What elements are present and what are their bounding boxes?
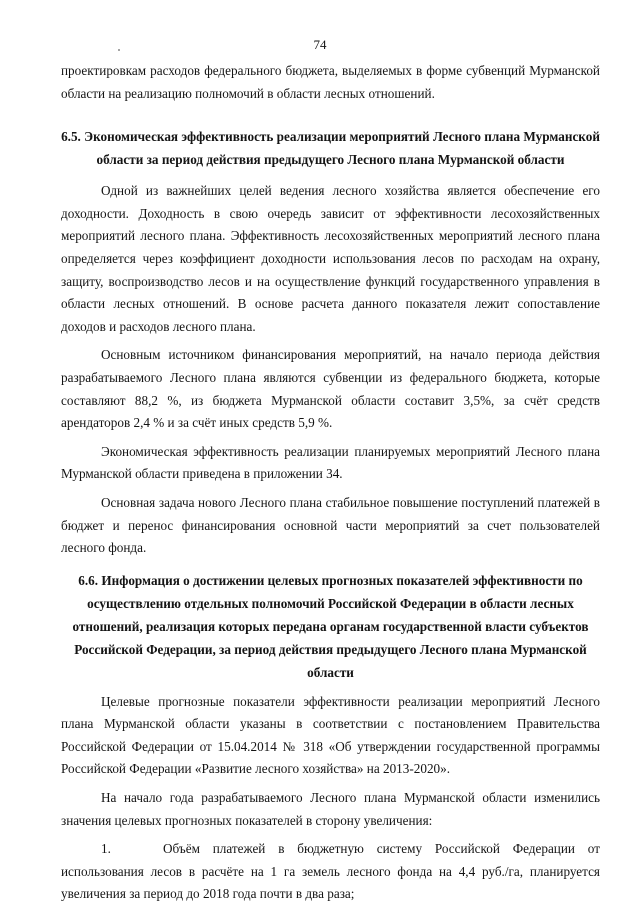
section-heading-6-6: 6.6. Информация о достижении целевых прогнозных показателей эффективности по осуществлению отдельных полномочий Российской Федерации в области лесных отношений, реализация которых передана органам государственной власти субъектов Российской Федерации, за период действия предыдущего Лесного плана Мурманской области xyxy=(72,572,589,680)
list-item xyxy=(61,838,600,906)
continuation-paragraph: проектировкам расходов федерального бюджета, выделяемых в форме субвенций Мурманской области на реализацию полномочий в области лесных отношений. xyxy=(61,63,600,101)
paragraph: Одной из важнейших целей ведения лесного хозяйства является обеспечение его доходности. Доходность в свою очередь зависит от эффективности лесохозяйственных мероприятий лесного плана. Эффективность лесохозяйственных мероприятий лесного плана определяется через коэффициент доходности использования лесов по расходам на охрану, защиту, воспроизводство лесов и на осуществление функций государственного управления в области лесных отношений. В основе расчета данного показателя лежит сопоставление доходов и расходов лесного плана. xyxy=(61,183,600,334)
paragraph: Экономическая эффективность реализации планируемых мероприятий Лесного плана Мурманской области приведена в приложении 34. xyxy=(61,443,600,482)
scan-speck xyxy=(118,49,120,51)
paragraph: На начало года разрабатываемого Лесного плана Мурманской области изменились значения целевых прогнозных показателей в сторону увеличения: xyxy=(61,790,600,828)
page-number: 74 xyxy=(313,37,327,52)
paragraph: Основным источником финансирования мероприятий, на начало периода действия разрабатываемого Лесного плана являются субвенции из федерального бюджета, которые составляют 88,2 %, из бюджета Мурманской области составит 3,5%, за счёт средств арендаторов 2,4 % и за счёт иных средств 5,9 %. xyxy=(61,347,600,431)
list-item-number: 1. xyxy=(101,841,111,857)
paragraph: Основная задача нового Лесного плана стабильное повышение поступлений платежей в бюджет и перенос финансирования основной части мероприятий за счет пользователей лесного фонда. xyxy=(61,494,600,556)
paragraph: Целевые прогнозные показатели эффективности реализации мероприятий Лесного плана Мурманской области указаны в соответствии с постановлением Правительства Российской Федерации от 15.04.2014 № 318 «Об утверждении государственной программы Российской Федерации «Развитие лесного хозяйства» на 2013-2020». xyxy=(61,693,600,777)
section-heading-6-5: 6.5. Экономическая эффективность реализации мероприятий Лесного плана Мурманской области за период действия предыдущего Лесного плана Мурманской области xyxy=(61,129,600,168)
document-body xyxy=(61,60,600,906)
list-item-text: Объём платежей в бюджетную систему Российской Федерации от использования лесов в расчёте на 1 га земель лесного фонда на 4,4 руб./га, планируется увеличения за период до 2018 года почти в два раза; xyxy=(61,841,600,902)
